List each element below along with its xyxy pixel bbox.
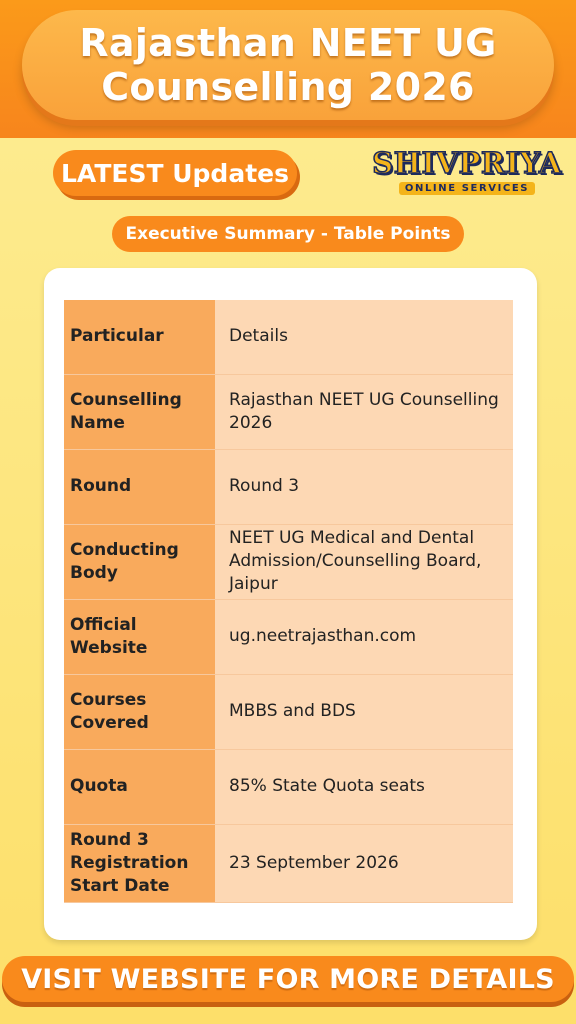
logo-tagline: ONLINE SERVICES [399,182,535,195]
table-row [64,749,513,824]
row-value: 23 September 2026 [215,824,513,902]
row-label: Quota [64,749,215,824]
row-value: 85% State Quota seats [215,749,513,824]
title-line-2: Counselling 2026 [101,65,475,109]
row-value: MBBS and BDS [215,674,513,749]
summary-table [64,300,513,903]
summary-card [44,268,537,940]
table-row [64,674,513,749]
row-value: Round 3 [215,449,513,524]
row-label: Round 3 Registration Start Date [64,824,215,902]
row-label: Particular [64,300,215,374]
table-row [64,374,513,449]
row-label: Conducting Body [64,524,215,599]
row-label: Courses Covered [64,674,215,749]
table-row [64,599,513,674]
title-line-1: Rajasthan NEET UG [79,21,497,65]
logo-brand-text: SHIVPRIYA [372,146,562,180]
row-label: Official Website [64,599,215,674]
row-value: Details [215,300,513,374]
row-value[interactable] [215,599,513,674]
executive-summary-badge: Executive Summary - Table Points [112,216,464,252]
page-title [22,10,554,120]
visit-website-button[interactable]: VISIT WEBSITE FOR MORE DETAILS [2,956,574,1002]
brand-logo [372,146,562,202]
official-website-link[interactable]: ug.neetrajasthan.com [229,626,417,646]
row-value: Rajasthan NEET UG Counselling 2026 [215,374,513,449]
row-label: Round [64,449,215,524]
latest-updates-badge: LATEST Updates [53,150,297,196]
table-row [64,300,513,374]
row-value: NEET UG Medical and Dental Admission/Counselling Board, Jaipur [215,524,513,599]
table-row [64,824,513,902]
table-row [64,524,513,599]
row-label: Counselling Name [64,374,215,449]
table-row [64,449,513,524]
